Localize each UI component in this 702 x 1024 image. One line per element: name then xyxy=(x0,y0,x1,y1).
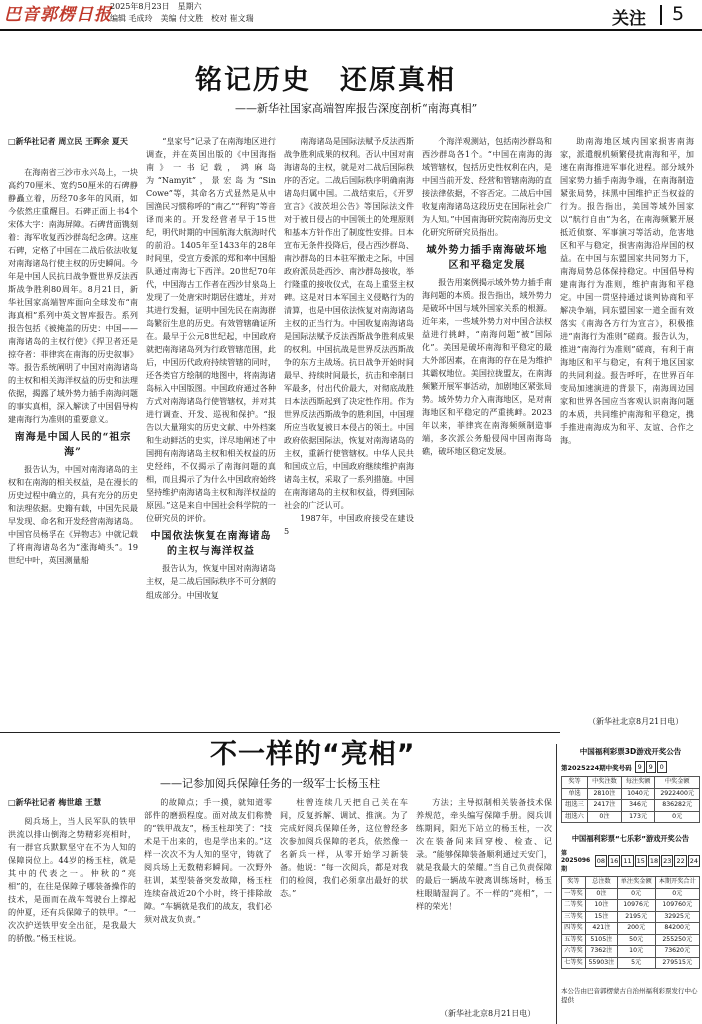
table-cell: 5元 xyxy=(617,957,655,969)
table-cell: 三等奖 xyxy=(562,911,586,923)
lottery-number-ball: 9 xyxy=(635,761,645,773)
table-cell: 10元 xyxy=(617,946,655,958)
page-number: 5 xyxy=(672,3,685,25)
subheadline-2: ——记参加阅兵保障任务的一级军士长杨玉柱 xyxy=(160,777,380,790)
table-row xyxy=(562,888,700,900)
lottery-number-ball: 23 xyxy=(663,856,672,865)
table-cell: 本期开奖合计 xyxy=(655,877,700,889)
table-cell: 84200元 xyxy=(655,923,700,935)
section-label: 关注 xyxy=(612,9,646,29)
article-1-column-3 xyxy=(284,135,414,665)
lottery-number-ball: 08 xyxy=(596,856,606,865)
table-cell: 0元 xyxy=(617,888,655,900)
lottery-number-ball: 11 xyxy=(623,856,632,865)
lottery-number-ball: 16 xyxy=(610,856,619,865)
lottery-qlc-table xyxy=(561,876,700,969)
article-2-column-3 xyxy=(280,796,408,1022)
lottery-number-ball: 22 xyxy=(676,856,685,865)
issue-date: 2025年8月23日 星期六 xyxy=(110,2,202,11)
table-cell: 0元 xyxy=(655,888,700,900)
table-row xyxy=(562,800,700,812)
paragraph: 1987年，中国政府接受在建设5 xyxy=(284,513,414,537)
lottery-3d-issue: 第2025224期中奖号码 xyxy=(561,763,632,772)
table-row xyxy=(562,923,700,935)
article-1-column-4 xyxy=(422,135,552,665)
paragraph: 阅兵场上，当人民军队的铁甲洪流以排山倒海之势精彩亮相时，有一群官兵默默坚守在不为人知的保障岗位上。44岁的杨玉柱，就是其中的代表之一。仲秋的“亮相”的，在往是保障子哪装备操作的技术，是面而在战车驾驶台上撑起的仲夏，还有兵保障子的铁甲。“一次次护送铁甲安全出征，是我最大的骄傲。”杨玉柱说。 xyxy=(8,816,136,944)
lottery-qlc-numbers xyxy=(595,855,700,867)
headline-1: 铭记历史 还原真相 xyxy=(195,65,456,96)
paragraph: 的故障点；手一摸，就知道零部件的磨损程度。面对战友们称赞的“铁甲战友”，杨玉柱却笑了：“技术是干出来的，也是学出来的。”这样一次次不为人知的坚守，铸就了阅兵场上无数精彩瞬间。一次野外驻训，某型装备突发故障，杨玉柱连续奋战近20个小时，终于排除故障。“车辆就是我们的战友，我们必须对战友负责。” xyxy=(144,797,272,925)
byline-1: □新华社记者 周立民 王晖余 夏天 xyxy=(8,136,128,146)
table-cell: 组选六 xyxy=(562,811,588,823)
table-cell: 总注数 xyxy=(585,877,617,889)
table-cell: 0注 xyxy=(588,811,622,823)
paragraph: 柱曾连续几天把自己关在车间，反复拆解、调试、推演。为了完成好阅兵保障任务，这位曾经多次参加阅兵保障的老兵，依然像一名新兵一样，从零开始学习新装备。他说：“每一次阅兵，都是对我们的检阅，我们必须拿出最好的状态。” xyxy=(280,797,408,899)
lottery-qlc-title: 中国福利彩票“七乐彩”游戏开奖公告 xyxy=(571,834,690,843)
table-cell: 中奖注数 xyxy=(588,777,622,789)
dateline-1: （新华社北京8月21日电） xyxy=(588,717,684,726)
paragraph: 方法；主导拟制相关装备技术保养规范，牵头编写保障手册。阅兵训练期间，阳光下站立的杨玉柱，一次次在装备间来回穿梭、检查、记录。“能够保障装备顺利通过天安门，就是我最大的荣耀。”当自己负责保障的最后一辆战车驶离训练场时，杨玉柱眼睛湿润了。不一样的“亮相”，一样的荣光！ xyxy=(416,797,552,912)
article-2-column-4 xyxy=(416,796,552,1008)
article-2-column-2 xyxy=(144,796,272,1022)
table-cell: 七等奖 xyxy=(562,957,586,969)
masthead-rule xyxy=(0,29,702,31)
paragraph: “皇家号”记录了在南海地区进行调查，并在英国出版的《中国海指南》一书记载，鸿麻岛为“Namyit”，景宏岛为“Sin Cowe”等，其命名方式显然是从中国渔民习惯称呼的“南乙”“秤钩”等音译而来的。开发经营者早于15世纪，明代时期的中国航海大航海时代的前沿。1405年至1433年的28年时间里，受宣方委派的郑和率中国船队通过南海七下西洋。20世纪70年代，中国海古工作者在西沙甘泉岛上发现了一处唐宋时期居住遗址，并对其进行发掘，证明中国先民在南海群岛繁衍生息的历史。有效管辖确证所在。最早于公元8世纪起，中国政府就把南海诸岛列为行政管辖范围，此后，中国历代政府持续管辖的同时，还各类官方绘制的地图中，将南海诸岛标入中国版图。中国政府通过各种方式对南海诸岛行使管辖权，并对其进行调查、开发、巡视和保护。“报告以大量翔实的历史文献、中外档案和生动鲜活的史实，详尽地阐述了中国拥有南海诸岛主权和相关权益的历史经纬，不仅揭示了南海问题的真相，而且揭示了为什么中国政府始终坚持维护南海诸岛主权和海洋权益的原因。”这是来自中国社会科学院的一位研究员的评价。 xyxy=(146,136,276,524)
table-cell: 每注奖额 xyxy=(621,777,655,789)
section-divider xyxy=(660,5,662,25)
headline-2: 不一样的“亮相” xyxy=(210,739,416,770)
table-cell: 0元 xyxy=(655,811,700,823)
table-cell: 10注 xyxy=(585,900,617,912)
article-1-column-1 xyxy=(8,135,138,665)
table-row xyxy=(562,788,700,800)
table-cell: 50元 xyxy=(617,934,655,946)
table-cell: 中奖金额 xyxy=(655,777,700,789)
lottery-3d-table xyxy=(561,776,700,823)
table-cell: 五等奖 xyxy=(562,934,586,946)
table-row xyxy=(562,811,700,823)
lottery-qlc-issue: 第2025096期 xyxy=(561,850,591,873)
lottery-number-ball: 24 xyxy=(689,856,698,865)
table-row xyxy=(562,946,700,958)
table-cell: 55903注 xyxy=(585,957,617,969)
table-cell: 2195元 xyxy=(617,911,655,923)
table-cell: 5105注 xyxy=(585,934,617,946)
table-cell: 0注 xyxy=(585,888,617,900)
table-cell: 1040元 xyxy=(621,788,655,800)
table-cell: 组选三 xyxy=(562,800,588,812)
paper-logo: 巴音郭楞日报 xyxy=(4,5,112,25)
lottery-panel xyxy=(556,744,702,1024)
byline-2: □新华社记者 梅世雄 王慧 xyxy=(8,797,102,807)
paragraph: 个海洋观测站，包括南沙群岛和西沙群岛各1个。“中国在南海的海域管辖权，包括历史性权利在内，是中国当前开发、经营和管辖南海的直接法律依据，不容否定。二战后中国收复南海诸岛这段历史在国际社会广为人知。”中国南海研究院南海历史文化研究所研究员指出。 xyxy=(422,136,552,238)
table-cell: 32925元 xyxy=(655,911,700,923)
article-1-column-5 xyxy=(560,135,694,665)
table-cell: 15注 xyxy=(585,911,617,923)
lottery-number-ball: 15 xyxy=(636,856,645,865)
dateline-2: （新华社北京8月21日电） xyxy=(440,1009,536,1018)
lottery-number-ball: 18 xyxy=(649,856,659,865)
table-cell: 200元 xyxy=(617,923,655,935)
table-cell: 二等奖 xyxy=(562,900,586,912)
table-cell: 10976元 xyxy=(617,900,655,912)
table-cell: 单选 xyxy=(562,788,588,800)
table-row xyxy=(562,934,700,946)
table-cell: 2810注 xyxy=(588,788,622,800)
table-cell: 四等奖 xyxy=(562,923,586,935)
paragraph: 助南海地区域内国家损害南海家，派遣舰机频繁侵扰南海和平，加速在南海推进军事化进程。部分域外国家势力插手南海争端，在南海制造紧张局势，抹黑中国维护正当权益的行为。报告指出，美国等域外国家以“航行自由”为名，在南海频繁开展抵近侦察、军事演习等活动，危害地区和平与稳定，损害南海沿岸国的权益。在中国与东盟国家共同努力下，南海局势总体保持稳定。中国倡导构建南海行为准则，维护南海和平稳定。中国一贯坚持通过谈判协商和平解决争端，同东盟国家一道全面有效落实《南海各方行为宣言》，积极推进“南海行为准则”磋商。报告认为，推进“南海行为准则”磋商，有利于南海地区和平与稳定，有利于地区国家的共同利益。报告呼吁，在世界百年变局加速演进的背景下，南海周边国家和世界各国应当客观认识南海问题的本质，共同维护南海和平稳定，携手推进南海成为和平、友谊、合作之海。 xyxy=(560,136,694,446)
table-cell: 2922400元 xyxy=(655,788,700,800)
table-cell: 173元 xyxy=(621,811,655,823)
table-cell: 奖等 xyxy=(562,877,586,889)
lottery-number-ball: 9 xyxy=(646,761,656,773)
paragraph: 在海南省三沙市永兴岛上，一块高约70厘米、宽约50厘米的石碑静静矗立着，历经70多年的风雨，如今依然庄重醒目。石碑正面上书4个宋体大字：南海屏障。石碑背面镌刻着：海军收复西沙群岛纪念碑。这座石碑，定格了中国在二战后依法收复对南海诸岛行使主权的历史瞬间。今年是中国人民抗日战争暨世界反法西斯战争胜利80周年。8月21日，新华社国家高端智库面向全球发布“南海真相”系列中英文智库报告。系列报告包括《被掩盖的历史：中国——南海诸岛的主权行使》《捍卫者还是掠夺者：菲律宾在南海的历史叙事》等。报告系统阐明了中国对南海诸岛的主权和相关海洋权益的历史和法理依据，揭露了域外势力插手南海问题的事实真相，深入解读了中国倡导构建南海行为准则的重要意义。 xyxy=(8,167,138,425)
table-cell: 346元 xyxy=(621,800,655,812)
subheadline-1: ——新华社国家高端智库报告深度剖析“南海真相” xyxy=(235,102,478,115)
lottery-3d-numbers xyxy=(635,761,667,773)
lottery-number-ball: 0 xyxy=(657,761,667,773)
table-header-row xyxy=(562,877,700,889)
lottery-3d-issue-row xyxy=(561,761,700,773)
lottery-3d-title: 中国福利彩票3D游戏开奖公告 xyxy=(579,747,682,756)
subheading-2: 中国依法恢复在南海诸岛的主权与海洋权益 xyxy=(150,531,272,558)
table-cell: 六等奖 xyxy=(562,946,586,958)
table-row xyxy=(562,911,700,923)
table-cell: 255250元 xyxy=(655,934,700,946)
lottery-qlc-issue-row xyxy=(561,848,700,873)
table-cell: 奖等 xyxy=(562,777,588,789)
paragraph: 报告认为，恢复中国对南海诸岛主权，是二战后国际秩序不可分割的组成部分。中国收复 xyxy=(146,563,276,600)
table-cell: 2417注 xyxy=(588,800,622,812)
table-cell: 单注奖金额 xyxy=(617,877,655,889)
paragraph: 南海诸岛是国际法赋予反法西斯战争胜利成果的权利。否认中国对南海诸岛的主权，就是对二战后国际秩序的否定。二战后国际秩序明确南海诸岛归属中国。二战结束后，《开罗宣言》《波茨坦公告》等国际法文件对于被日侵占的中国领土的处理原则和基本方针作出了制度性安排。日本宣布无条件投降后，侵占西沙群岛、南沙群岛的日本驻军撤走之际，中国政府派员赴西沙、南沙群岛接收，举行隆重的接收仪式，在岛上重竖主权碑。这是对日本军国主义侵略行为的清算，也是中国依法恢复对南海诸岛主权的正当行为。中国收复南海诸岛是国际法赋予反法西斯战争胜利成果的权利。中国抗战是世界反法西斯战争的东方主战场。抗日战争开始时间最早、持续时间最长，抗击和牵制日军最多，付出代价最大，对彻底战胜日本法西斯起到了决定性作用。作为世界反法西斯战争的胜利国，中国理所应当收复被日本侵占的领土。中国政府依据国际法，恢复对南海诸岛的主权，重新行使管辖权。中华人民共和国成立后，中国政府继续维护南海诸岛主权，采取了一系列措施。中国在南海诸岛的主权和权益，得到国际社会的广泛认可。 xyxy=(284,136,414,511)
paragraph: 报告用案例揭示域外势力插手南海问题的本质。报告指出，域外势力是破坏中国与域外国家关系的根源。近年来，一些域外势力对中国合法权益进行挑衅，“南海问题”被“国际化”。美国是破坏南海和平稳定的最大外部因素，在南海的存在是为维护其霸权地位。美国拉拢盟友，在南海频繁开展军事活动，加剧地区紧张局势。域外势力介入南海地区，是对南海地区和平稳定的严重挑衅。2023年以来，菲律宾在南海频频制造事端，多次派公务船侵闯中国南海岛礁，破坏地区稳定发展。 xyxy=(422,277,552,457)
table-cell: 109760元 xyxy=(655,900,700,912)
table-row xyxy=(562,900,700,912)
table-cell: 73620元 xyxy=(655,946,700,958)
table-cell: 836282元 xyxy=(655,800,700,812)
masthead xyxy=(0,0,702,28)
table-cell: 421注 xyxy=(585,923,617,935)
table-cell: 279515元 xyxy=(655,957,700,969)
subheading-3: 域外势力插手南海破坏地区和平稳定发展 xyxy=(426,245,548,272)
table-cell: 一等奖 xyxy=(562,888,586,900)
table-row xyxy=(562,957,700,969)
lottery-footer: 本公告由巴音郭楞蒙古自治州福利彩票发行中心提供 xyxy=(561,987,698,1004)
table-header-row xyxy=(562,777,700,789)
editor-credits: 编辑 毛成玲 美编 付文胜 校对 崔文瑞 xyxy=(110,14,254,23)
subheading-1: 南海是中国人民的“祖宗海” xyxy=(14,432,132,459)
article-2-column-1 xyxy=(8,796,136,1022)
table-cell: 7362注 xyxy=(585,946,617,958)
article-1-column-2 xyxy=(146,135,276,665)
paragraph: 报告认为，中国对南海诸岛的主权和在南海的相关权益，是在漫长的历史过程中确立的，具有充分的历史和法理依据。史籍有载，中国先民最早发现、命名和开发经营南海诸岛。中国官员杨孚在《异物志》中就记载了将南海诸岛名为“涨海崎头”。19世纪中叶，英国测量船 xyxy=(8,464,138,566)
